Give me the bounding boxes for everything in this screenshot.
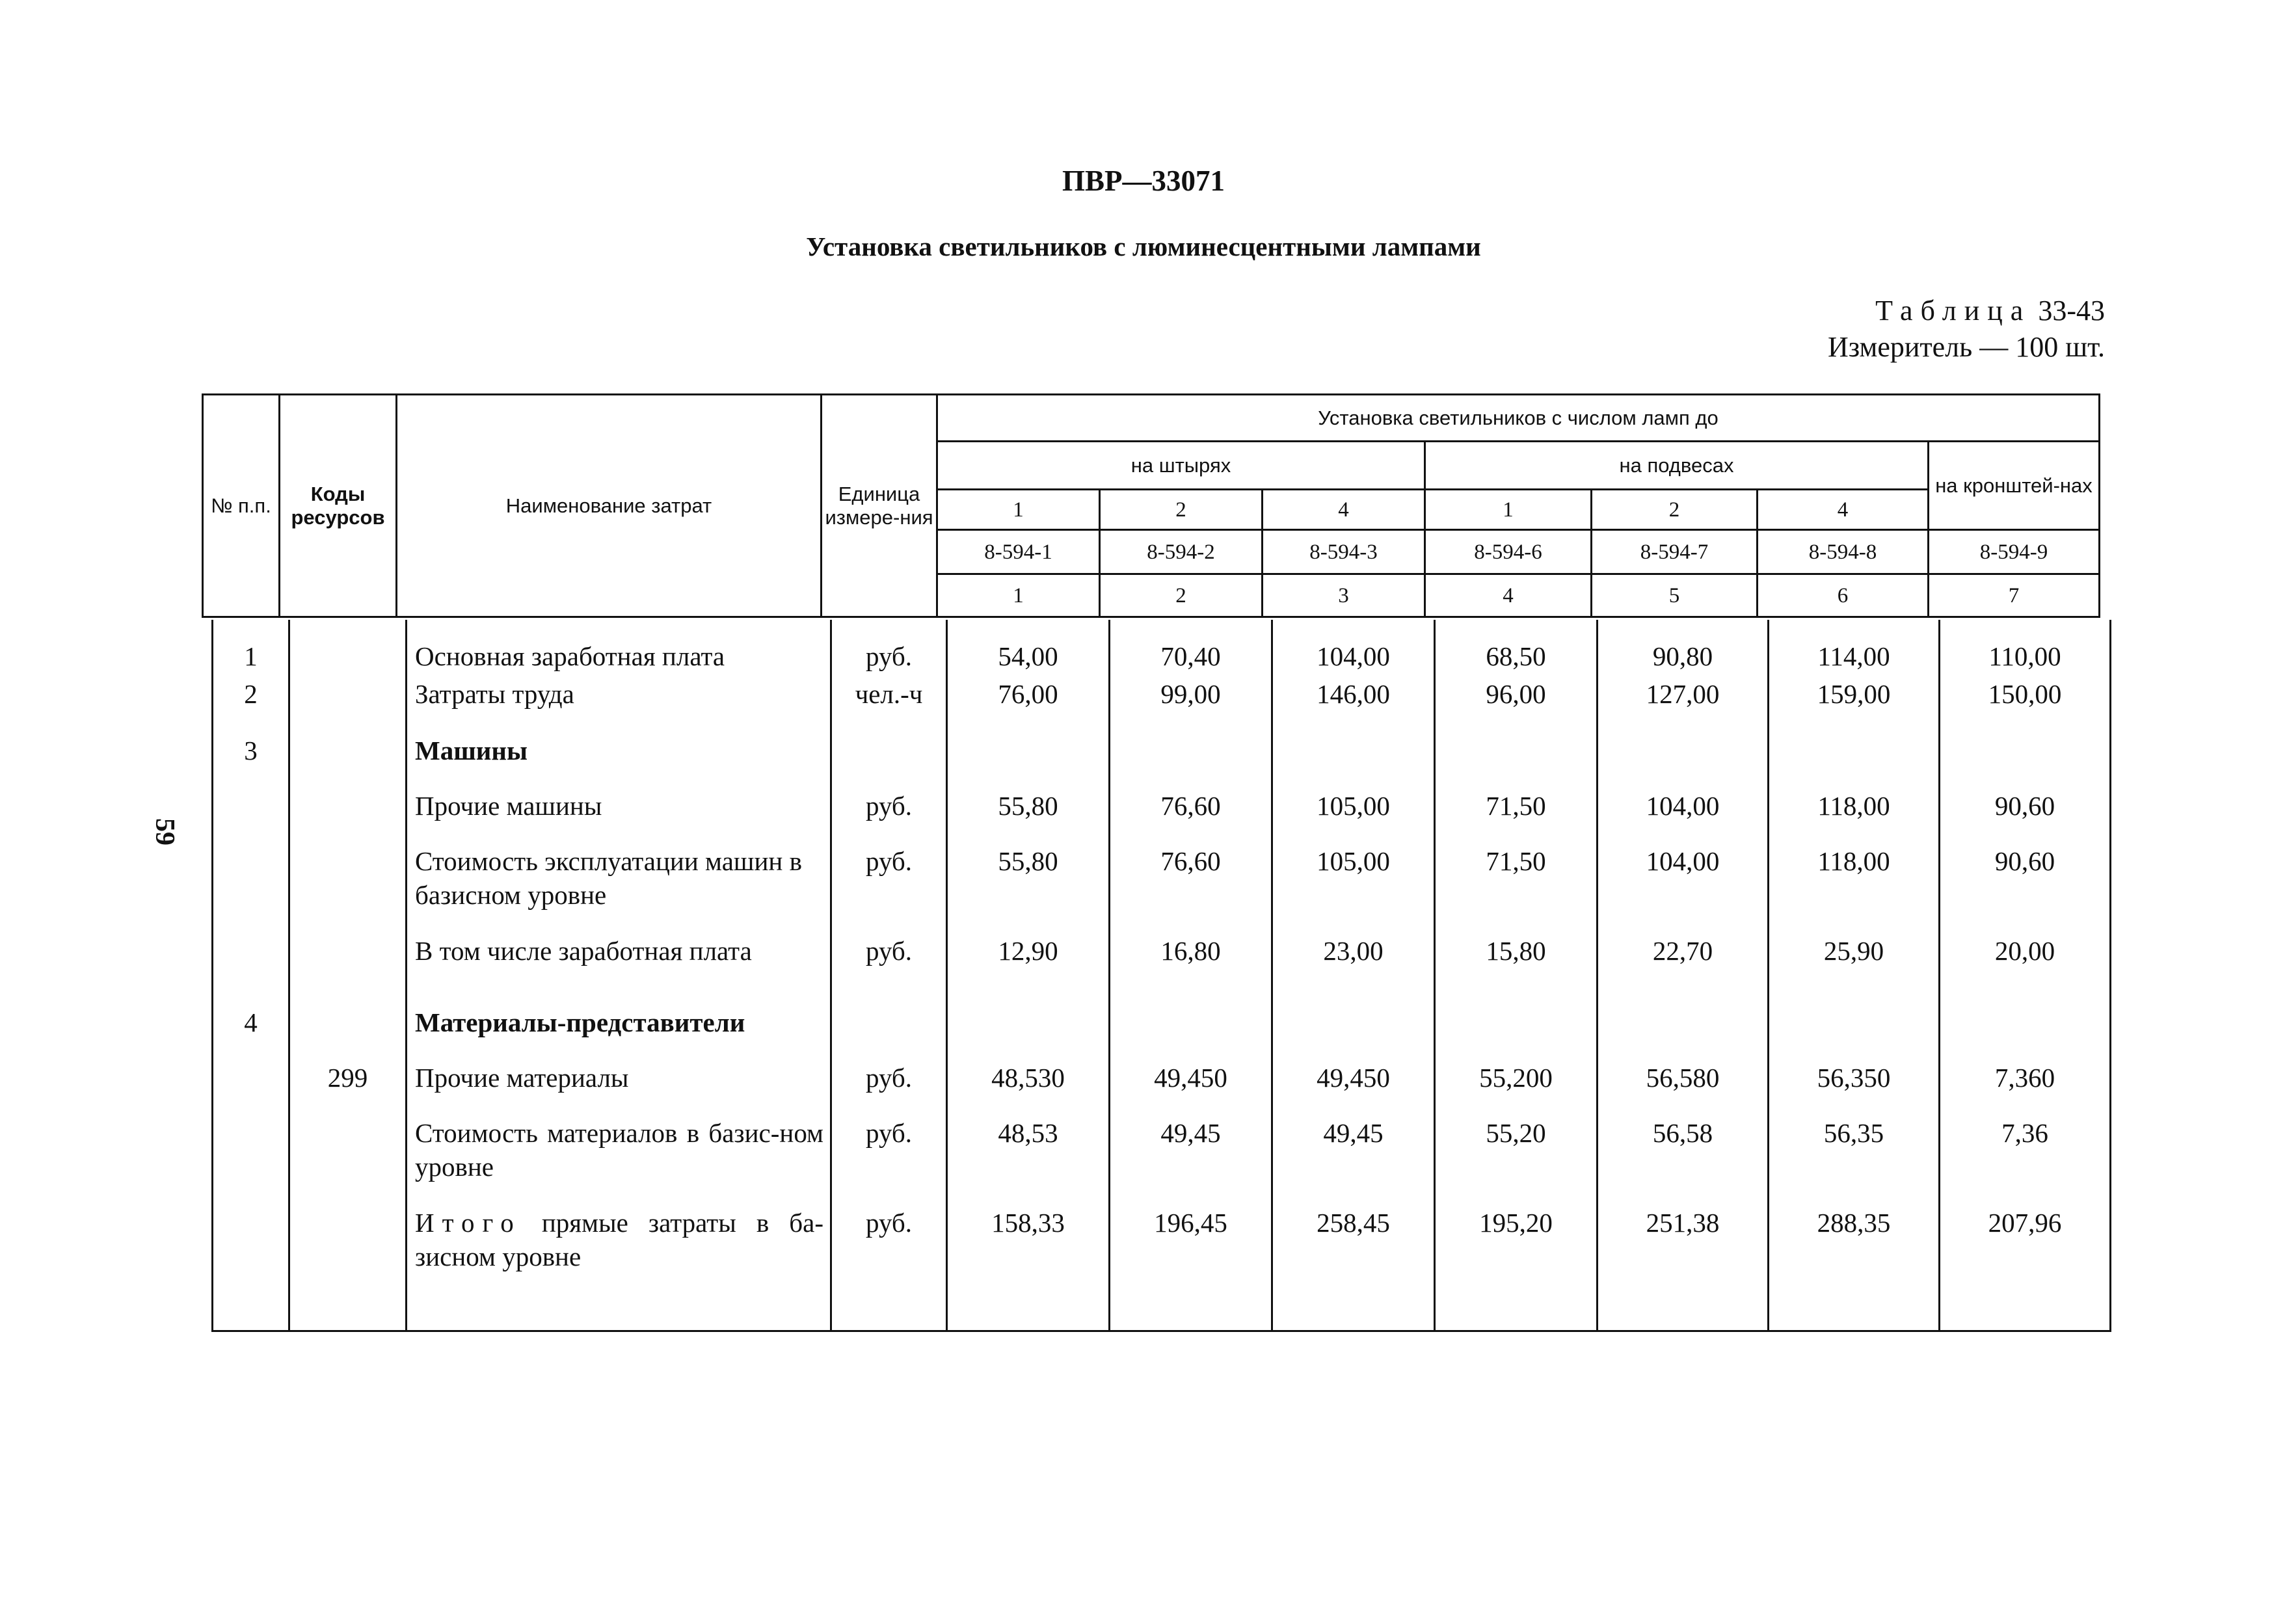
header-codes: Коды ресурсов — [280, 395, 397, 617]
header-brackets: на кронштей-нах — [1929, 442, 2100, 530]
header-col-num: 1 — [937, 574, 1100, 617]
document-title: ПВР—33071 — [1062, 165, 1225, 197]
row-value: 196,45 — [1110, 1206, 1272, 1331]
row-code — [289, 1116, 407, 1206]
row-value: 159,00 — [1769, 677, 1940, 734]
row-value — [1598, 734, 1769, 789]
table-row — [213, 934, 2111, 1005]
row-value: 49,450 — [1110, 1061, 1272, 1116]
header-code: 8-594-9 — [1929, 530, 2100, 574]
table-row — [213, 844, 2111, 934]
row-value: 48,530 — [947, 1061, 1110, 1116]
header-lamp: 4 — [1263, 490, 1425, 530]
row-value: 71,50 — [1435, 789, 1598, 844]
row-value — [1110, 1005, 1272, 1061]
row-value — [1110, 734, 1272, 789]
row-value: 23,00 — [1272, 934, 1435, 1005]
row-code — [289, 734, 407, 789]
row-unit: чел.-ч — [831, 677, 947, 734]
row-value — [1598, 1005, 1769, 1061]
row-value: 110,00 — [1940, 620, 2111, 677]
header-col-num: 2 — [1100, 574, 1263, 617]
table-header — [202, 393, 2100, 618]
header-group: Установка светильников с числом ламп до — [937, 395, 2100, 442]
row-name: Основная заработная плата — [407, 620, 831, 677]
row-unit: руб. — [831, 844, 947, 934]
total-label: Итого — [415, 1208, 522, 1238]
row-value: 150,00 — [1940, 677, 2111, 734]
header-suspensions: на подвесах — [1425, 442, 1929, 490]
header-col-num: 4 — [1425, 574, 1592, 617]
row-code — [289, 677, 407, 734]
row-value: 22,70 — [1598, 934, 1769, 1005]
row-value: 114,00 — [1769, 620, 1940, 677]
document-subtitle: Установка светильников с люминесцентными лампами — [806, 232, 1481, 261]
row-value — [1769, 1005, 1940, 1061]
row-value: 105,00 — [1272, 844, 1435, 934]
row-name: Стоимость эксплуатации машин в базисном уровне — [407, 844, 831, 934]
row-code — [289, 934, 407, 1005]
header-pins: на штырях — [937, 442, 1425, 490]
header-code: 8-594-2 — [1100, 530, 1263, 574]
header-no: № п.п. — [203, 395, 280, 617]
row-unit: руб. — [831, 1061, 947, 1116]
row-value: 96,00 — [1435, 677, 1598, 734]
row-name: Прочие машины — [407, 789, 831, 844]
row-value: 25,90 — [1769, 934, 1940, 1005]
row-value: 54,00 — [947, 620, 1110, 677]
row-value: 12,90 — [947, 934, 1110, 1005]
row-number: 2 — [213, 677, 289, 734]
row-value — [947, 1005, 1110, 1061]
header-lamp: 4 — [1758, 490, 1929, 530]
header-lamp: 1 — [1425, 490, 1592, 530]
row-value: 55,200 — [1435, 1061, 1598, 1116]
row-value: 16,80 — [1110, 934, 1272, 1005]
row-value — [1435, 1005, 1598, 1061]
row-value: 56,35 — [1769, 1116, 1940, 1206]
table-row — [213, 1116, 2111, 1206]
total-label-rest: прямые затраты в ба-зисном уровне — [415, 1208, 823, 1271]
row-value — [1940, 734, 2111, 789]
table-reference — [1828, 293, 2105, 366]
header-col-num: 3 — [1263, 574, 1425, 617]
table-row — [213, 1005, 2111, 1061]
row-value: 207,96 — [1940, 1206, 2111, 1331]
header-name: Наименование затрат — [397, 395, 822, 617]
row-value — [1435, 734, 1598, 789]
row-code: 299 — [289, 1061, 407, 1116]
row-number — [213, 1061, 289, 1116]
row-value: 146,00 — [1272, 677, 1435, 734]
measure-unit: Измеритель — 100 шт. — [1827, 331, 2105, 363]
row-value: 90,60 — [1940, 844, 2111, 934]
row-name: Затраты труда — [407, 677, 831, 734]
row-value: 118,00 — [1769, 844, 1940, 934]
row-value: 68,50 — [1435, 620, 1598, 677]
table-row — [213, 1061, 2111, 1116]
table-number: 33-43 — [2038, 295, 2105, 326]
row-value: 118,00 — [1769, 789, 1940, 844]
row-value: 158,33 — [947, 1206, 1110, 1331]
row-value — [1940, 1005, 2111, 1061]
row-value: 71,50 — [1435, 844, 1598, 934]
row-value: 258,45 — [1272, 1206, 1435, 1331]
row-value: 20,00 — [1940, 934, 2111, 1005]
row-value: 7,360 — [1940, 1061, 2111, 1116]
row-unit: руб. — [831, 1116, 947, 1206]
row-value: 15,80 — [1435, 934, 1598, 1005]
row-value: 76,60 — [1110, 789, 1272, 844]
row-number — [213, 789, 289, 844]
table-row — [213, 789, 2111, 844]
row-value: 55,20 — [1435, 1116, 1598, 1206]
row-value: 48,53 — [947, 1116, 1110, 1206]
row-name: Прочие материалы — [407, 1061, 831, 1116]
row-code — [289, 1005, 407, 1061]
header-lamp: 2 — [1100, 490, 1263, 530]
row-name: В том числе заработная плата — [407, 934, 831, 1005]
row-value: 70,40 — [1110, 620, 1272, 677]
table-row — [213, 734, 2111, 789]
row-number — [213, 844, 289, 934]
row-value — [1769, 734, 1940, 789]
row-value: 56,350 — [1769, 1061, 1940, 1116]
row-unit: руб. — [831, 934, 947, 1005]
row-unit: руб. — [831, 789, 947, 844]
row-unit: руб. — [831, 1206, 947, 1331]
page-number: 59 — [150, 818, 180, 845]
table-row — [213, 677, 2111, 734]
table-row — [213, 1206, 2111, 1331]
header-code: 8-594-3 — [1263, 530, 1425, 574]
row-number — [213, 1116, 289, 1206]
row-value: 90,60 — [1940, 789, 2111, 844]
row-value — [1272, 734, 1435, 789]
row-value: 104,00 — [1598, 844, 1769, 934]
row-number: 1 — [213, 620, 289, 677]
row-value: 127,00 — [1598, 677, 1769, 734]
row-code — [289, 844, 407, 934]
row-name: Стоимость материалов в базис-ном уровне — [407, 1116, 831, 1206]
row-value: 55,80 — [947, 789, 1110, 844]
row-value: 104,00 — [1272, 620, 1435, 677]
row-number: 4 — [213, 1005, 289, 1061]
row-number: 3 — [213, 734, 289, 789]
row-number — [213, 1206, 289, 1331]
row-unit: руб. — [831, 620, 947, 677]
row-section-name: Материалы-представители — [407, 1005, 831, 1061]
row-value: 99,00 — [1110, 677, 1272, 734]
row-section-name: Машины — [407, 734, 831, 789]
row-value: 104,00 — [1598, 789, 1769, 844]
row-value: 55,80 — [947, 844, 1110, 934]
header-lamp: 1 — [937, 490, 1100, 530]
row-total-name — [407, 1206, 831, 1331]
header-code: 8-594-8 — [1758, 530, 1929, 574]
header-code: 8-594-6 — [1425, 530, 1592, 574]
row-value: 49,45 — [1272, 1116, 1435, 1206]
header-col-num: 5 — [1592, 574, 1758, 617]
row-value: 7,36 — [1940, 1116, 2111, 1206]
row-value: 90,80 — [1598, 620, 1769, 677]
row-value — [947, 734, 1110, 789]
row-value: 49,45 — [1110, 1116, 1272, 1206]
row-value: 76,60 — [1110, 844, 1272, 934]
header-col-num: 7 — [1929, 574, 2100, 617]
header-unit: Единица измере-ния — [822, 395, 937, 617]
row-value: 195,20 — [1435, 1206, 1598, 1331]
row-value: 49,450 — [1272, 1061, 1435, 1116]
row-value: 56,580 — [1598, 1061, 1769, 1116]
row-value — [1272, 1005, 1435, 1061]
row-code — [289, 789, 407, 844]
header-lamp: 2 — [1592, 490, 1758, 530]
row-unit — [831, 734, 947, 789]
row-value: 105,00 — [1272, 789, 1435, 844]
table-label: Таблица — [1875, 295, 2031, 326]
row-code — [289, 1206, 407, 1331]
header-code: 8-594-7 — [1592, 530, 1758, 574]
row-value: 56,58 — [1598, 1116, 1769, 1206]
row-value: 251,38 — [1598, 1206, 1769, 1331]
row-number — [213, 934, 289, 1005]
header-code: 8-594-1 — [937, 530, 1100, 574]
row-value: 76,00 — [947, 677, 1110, 734]
header-col-num: 6 — [1758, 574, 1929, 617]
table-row — [213, 620, 2111, 677]
table-body — [211, 620, 2111, 1332]
row-code — [289, 620, 407, 677]
row-unit — [831, 1005, 947, 1061]
row-value: 288,35 — [1769, 1206, 1940, 1331]
